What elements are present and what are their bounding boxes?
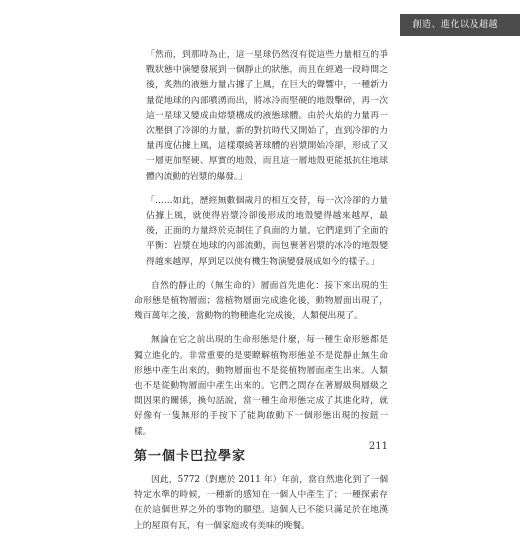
- quote-text-2: 「……如此，歷經無數個歲月的相互交替，每一次冷卻的力量佔據上風，就使得岩漿冷卻後形成的地殼變得越來越厚，最後，正面的力量終於克制住了負面的力量，它們達到了全面的平衡：岩漿在地球的內部流動，而包裹著岩漿的冰冷的地殼變得越來越厚，厚到足以使有機生物演變發展成如今的樣子。」: [146, 195, 388, 267]
- running-title: 創造、進化以及超越: [412, 20, 498, 30]
- quote-text-1: 「然而，到那時為止，這一星球仍然沒有從這些力量相互的爭戰狀態中演變發展到一個靜止的狀態，而且在經過一段時間之後，炙熱的液態力量占據了上風，在巨大的聲響中，一種新力量從地球的內部噴湧而出，將冰冷而堅硬的地殼擊碎，再一次這一星球又變成由熔漿構成的液態球體。由於火焰的力量再一次壓倒了冷卻的力量，新的對抗時代又開始了，直到冷卻的力量再度佔據上風，這樣環繞著球體的岩漿開始冷卻，形成了又一層更加堅硬、厚實的地殼，而且這一層地殼更能抵抗住地球體內流動的岩漿的爆發。」: [146, 50, 388, 182]
- body-paragraph-1: [134, 279, 388, 325]
- quote-paragraph-1: [134, 48, 388, 185]
- body-text-1: 自然的靜止的（無生命的）層面首先進化：接下來出現的生命形態是植物層面；當植物層面完成進化後，動物層面出現了，幾百萬年之後，當動物的物種進化完成後，人類便出現了。: [134, 280, 388, 322]
- closing-text: 因此，5772（對應於 2011 年）年前，當自然進化到了一個特定水準的時候，一種新的感知在一個人中產生了；一種探索存在於這個世界之外的事物的願望。這個人已不能只滿足於在地漢上的屋頂有瓦，有一個家庭或有美味的晚餐。: [134, 475, 388, 531]
- page-body: [134, 48, 388, 543]
- body-text-2: 無論在它之前出現的生命形態是什麼，每一種生命形態都是獨立進化的。非常重要的是要瞭解植物形態並不是從靜止無生命形態中產生出來的，動物層面也不是從植物層面產生出來。人類也不是從動物層面中產生出來的。它們之間存在著層級與層級之間因果的關係，換句話說，當一種生命形態完成了其進化時，就好像有一隻無形的手按下了能夠啟動下一個形態出現的按鈕一樣。: [134, 335, 388, 437]
- page-number: 211: [368, 441, 388, 452]
- running-header: [400, 14, 520, 36]
- quote-paragraph-2: [134, 194, 388, 270]
- closing-paragraph: [134, 473, 388, 534]
- body-paragraph-2: [134, 333, 388, 439]
- section-heading: 第一個卡巴拉學家: [134, 448, 247, 464]
